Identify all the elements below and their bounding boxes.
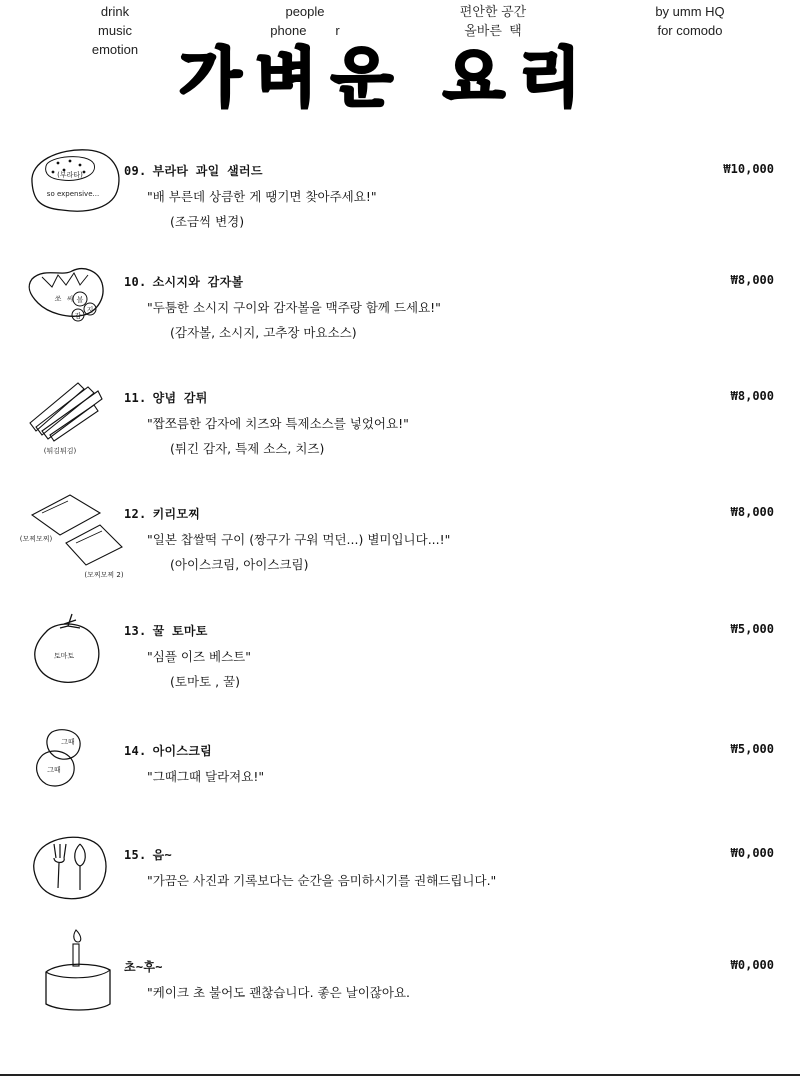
illo-label: (모찌모찌 2) — [84, 571, 124, 579]
item-name — [124, 162, 263, 179]
menu-item-11 — [0, 389, 800, 499]
item-name — [124, 389, 208, 406]
item-number: 12. — [124, 507, 147, 521]
menu-item-09 — [0, 162, 800, 272]
header-text: drink — [100, 4, 130, 19]
header-text: emotion — [91, 42, 139, 57]
illo-label: so expensive... — [46, 190, 100, 198]
item-number: 14. — [124, 744, 147, 758]
mochi-illustration-icon — [10, 495, 125, 595]
item-name-text: 양념 감튀 — [152, 391, 208, 405]
item-name — [124, 505, 200, 522]
page-title — [179, 28, 595, 128]
item-number: 10. — [124, 275, 147, 289]
header-text: music — [98, 23, 132, 38]
cake-candle-illustration-icon — [18, 926, 133, 1026]
item-quote: "두툼한 소시지 구이와 감자볼을 맥주랑 함께 드세요!" — [147, 300, 441, 315]
title-lettering — [179, 28, 595, 128]
menu-item-13 — [0, 622, 800, 732]
illo-label: 감 — [74, 312, 82, 320]
icecream-illustration-icon — [18, 732, 133, 832]
illo-label: 토마토 — [53, 652, 75, 660]
item-price: ₩5,000 — [730, 622, 774, 636]
item-name-text: 음~ — [152, 848, 172, 862]
menu-item-10 — [0, 273, 800, 383]
item-name-text: 아이스크림 — [152, 744, 213, 758]
illo-label: 쏘 — [54, 295, 62, 303]
item-quote: "그때그때 달라져요!" — [147, 769, 265, 784]
item-number: 13. — [124, 624, 147, 638]
item-name-text: 초~후~ — [124, 960, 163, 974]
illo-label: 그때 — [61, 738, 75, 746]
item-quote: "짭쪼름한 감자에 치즈와 특제소스를 넣었어요!" — [147, 416, 409, 431]
item-ingredients: (아이스크림, 아이스크림) — [170, 557, 309, 572]
illo-label: (튀김튀김) — [43, 447, 77, 455]
header-col-categories — [70, 2, 160, 59]
item-name-text: 키리모찌 — [152, 507, 201, 521]
title-text: 가벼운 요리 — [179, 42, 595, 116]
item-name-text: 꿀 토마토 — [152, 624, 208, 638]
header-col-credits — [640, 2, 740, 40]
item-price: ₩10,000 — [723, 162, 774, 176]
item-name-text: 부라타 과일 샐러드 — [152, 164, 263, 178]
menu-item-12 — [0, 505, 800, 615]
item-name-text: 소시지와 감자볼 — [152, 275, 244, 289]
header-text-part: 택 — [509, 23, 522, 38]
item-quote: "일본 찹쌀떡 구이 (짱구가 구워 먹던...) 별미입니다...!" — [147, 532, 451, 547]
header-text-part: 올바른 — [464, 23, 502, 38]
item-price: ₩0,000 — [730, 958, 774, 972]
fries-illustration-icon — [18, 379, 133, 479]
item-ingredients: (조금씩 변경) — [170, 214, 245, 229]
item-quote: "배 부른데 상큼한 게 땡기면 찾아주세요!" — [147, 189, 377, 204]
sausage-potato-illustration-icon — [18, 263, 133, 363]
page-bottom-border — [0, 1074, 800, 1076]
illo-label: 볼 — [76, 296, 84, 304]
item-ingredients: (감자볼, 소시지, 고추장 마요소스) — [170, 325, 357, 340]
item-quote: "가끔은 사진과 기록보다는 순간을 음미하시기를 권해드립니다." — [147, 873, 497, 888]
item-price: ₩8,000 — [730, 389, 774, 403]
item-name — [124, 273, 243, 290]
header-text: people — [285, 4, 325, 19]
item-ingredients: (튀긴 감자, 특제 소스, 치즈) — [170, 441, 325, 456]
menu-item-cake — [0, 958, 800, 1068]
header-text-part: phone — [270, 23, 307, 38]
cutlery-plate-illustration-icon — [18, 836, 133, 936]
item-price: ₩0,000 — [730, 846, 774, 860]
header-text-part: r — [335, 23, 340, 38]
item-quote: "심플 이즈 베스트" — [147, 649, 251, 664]
item-number: 11. — [124, 391, 147, 405]
illo-label: 씨 — [66, 295, 74, 303]
illo-label: (부라타) — [57, 171, 83, 179]
item-number: 15. — [124, 848, 147, 862]
header-text: for comodo — [657, 23, 723, 38]
item-quote: "케이크 초 불어도 괜찮습니다. 좋은 날이잖아요. — [147, 985, 410, 1000]
item-price: ₩5,000 — [730, 742, 774, 756]
illo-label: 지 — [86, 306, 94, 314]
item-price: ₩8,000 — [730, 273, 774, 287]
tomato-illustration-icon — [18, 612, 133, 712]
item-name — [124, 622, 208, 639]
item-price: ₩8,000 — [730, 505, 774, 519]
item-number: 09. — [124, 164, 147, 178]
item-ingredients: (토마토 , 꿀) — [170, 674, 240, 689]
header-text: 편안한 공간 — [459, 4, 527, 19]
item-name — [124, 958, 163, 975]
item-name — [124, 742, 212, 759]
illo-label: 그때 — [47, 766, 61, 774]
header-text: by umm HQ — [655, 4, 725, 19]
item-name — [124, 846, 172, 863]
illo-label: (모찌모찌) — [19, 535, 53, 543]
salad-illustration-icon — [18, 152, 133, 252]
